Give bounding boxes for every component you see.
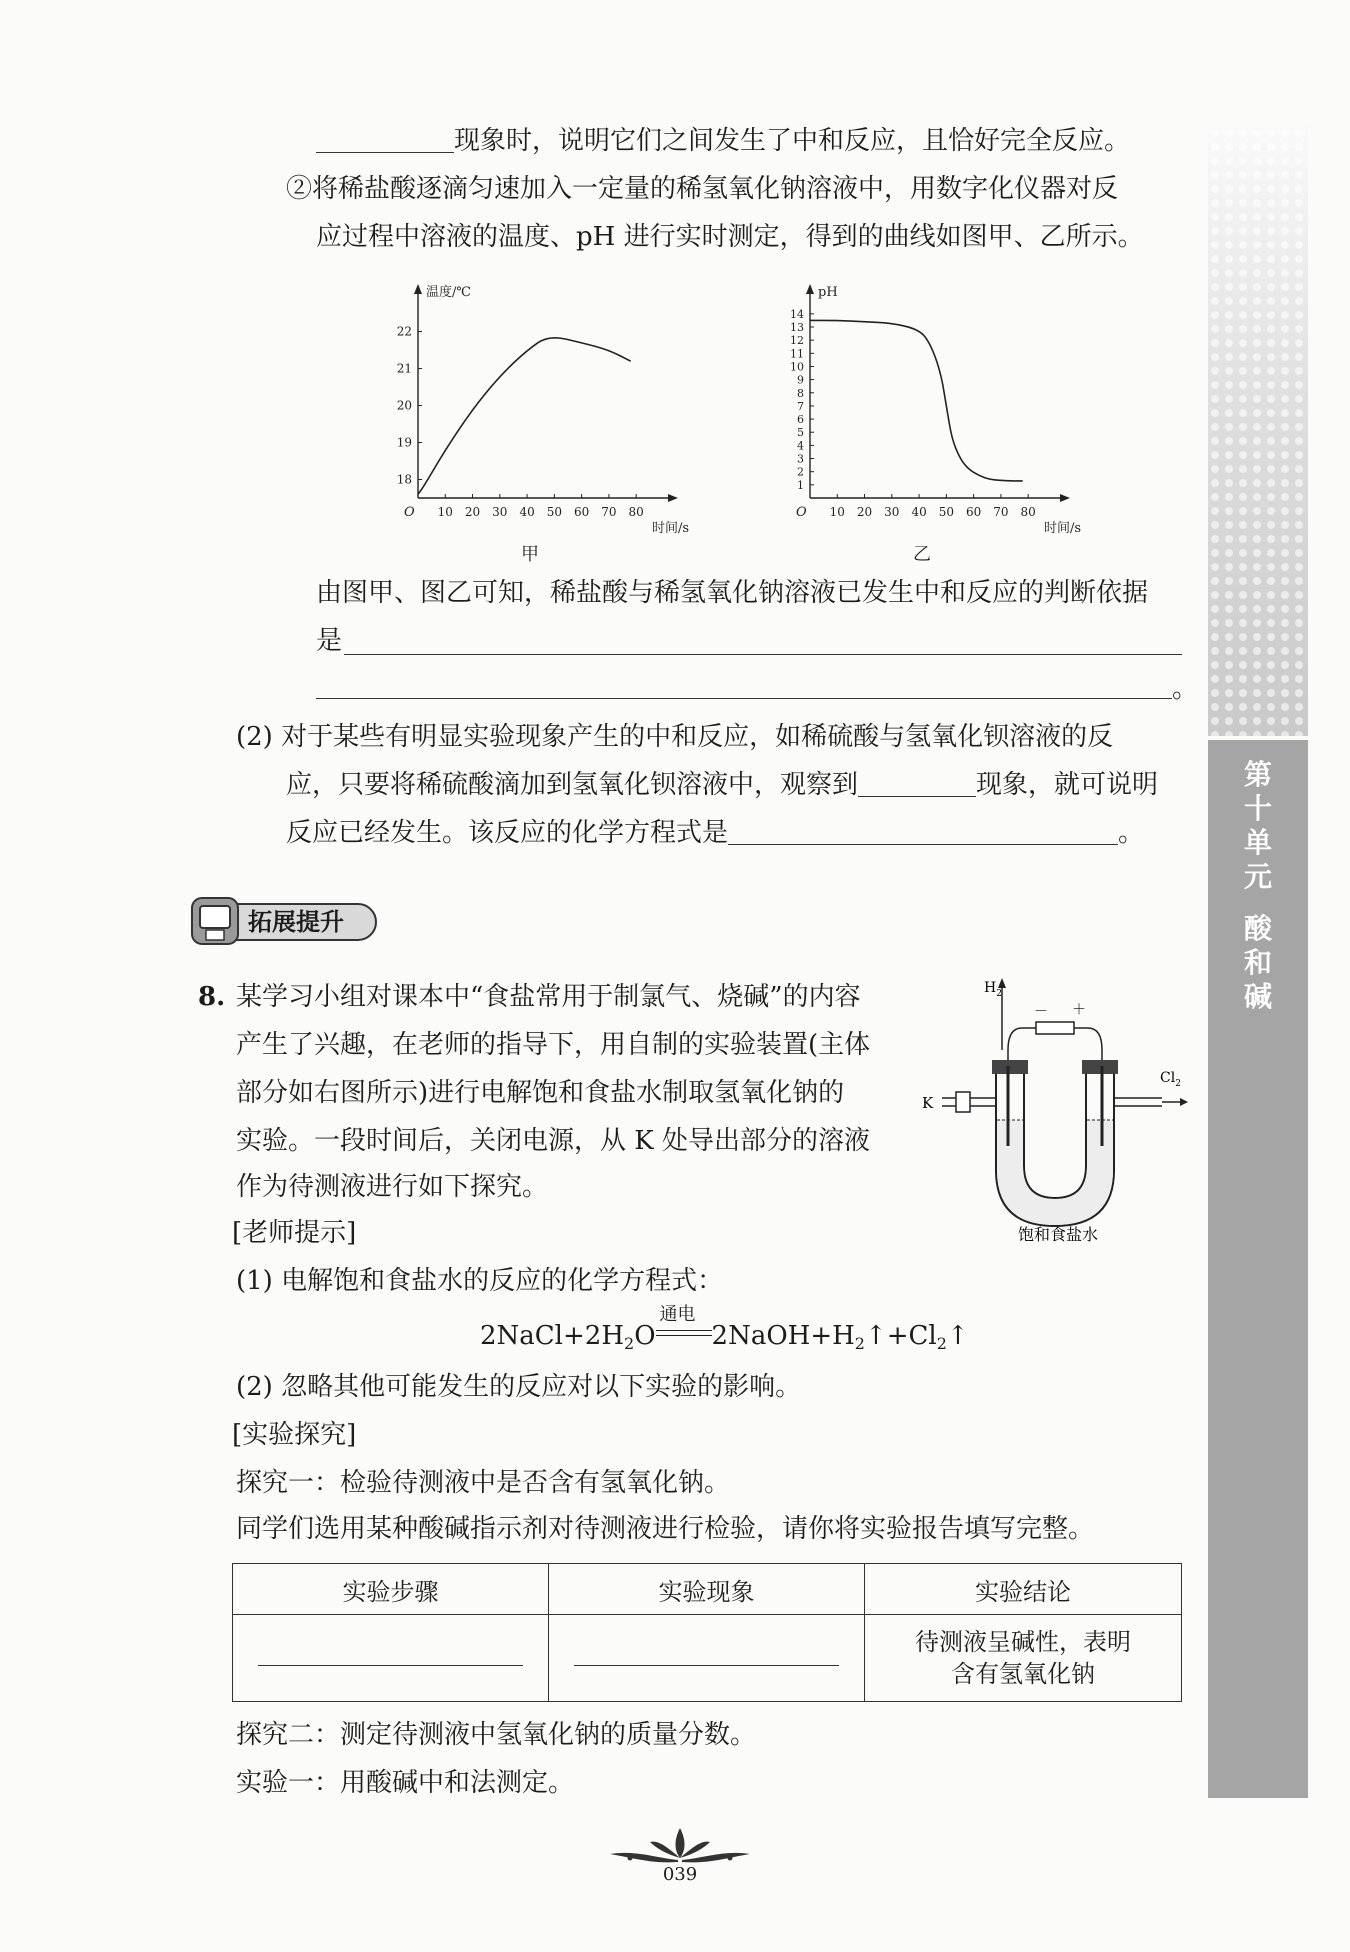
x-tick-label: 70 [993,505,1009,519]
x-tick-label: 10 [829,505,845,519]
end-mark: 。 [1172,674,1199,704]
eq-part: O [634,1321,656,1351]
x-tick-label: 70 [601,505,617,519]
experiment1: 实验一：用酸碱中和法测定。 [236,1768,575,1798]
x-tick-label: 30 [492,505,508,519]
y-tick-label: 20 [396,398,412,413]
chart-ticks [397,325,644,519]
experiment-report-table [232,1563,1182,1702]
eq-sub: 2 [624,1334,635,1353]
hint-title: [老师提示] [232,1218,357,1248]
x-tick-label: 30 [884,505,900,519]
y-tick-label: 10 [790,360,804,374]
chart-caption: 乙 [913,544,931,565]
eq-part: 2NaOH+H [711,1321,855,1351]
y-tick-label: 7 [797,399,804,413]
eq-line [656,1335,712,1336]
hint1: (1) 电解饱和食盐水的反应的化学方程式： [236,1266,724,1296]
x-tick-label: 20 [856,505,873,519]
badge-label: 拓展提升 [248,908,344,936]
explore2: 探究二：测定待测液中氢氧化钠的质量分数。 [236,1720,757,1750]
y-tick-label: 21 [396,361,412,376]
answer-line[interactable] [344,654,1182,655]
experiment-desc-line2: 应过程中溶液的温度、pH 进行实时测定，得到的曲线如图甲、乙所示。 [316,222,1144,252]
ph-chart [782,280,1112,565]
unit-title: 酸 和 碱 [1243,912,1272,1013]
hint2: (2) 忽略其他可能发生的反应对以下实验的影响。 [236,1372,802,1402]
y-tick-label: 3 [797,452,804,466]
section-badge [186,896,382,948]
conclusion-text: 待测液呈碱性，表明 [915,1628,1132,1656]
condition-text: 通电 [659,1304,696,1325]
electrolysis-apparatus [912,970,1192,1260]
y-axis-label: pH [818,285,838,300]
origin-label: O [796,505,807,520]
chart-axes [404,284,689,536]
end-mark: 。 [1118,818,1145,848]
x-axis-arrow [668,494,678,502]
x-tick-label: 10 [437,505,453,519]
eq-line [656,1330,712,1331]
x-axis-label: 时间/s [652,521,690,536]
judgement-line2-prefix: 是 [316,626,343,656]
y-tick-label: 19 [396,435,412,450]
explore1-desc: 同学们选用某种酸碱指示剂对待测液进行检验，请你将实验报告填写完整。 [236,1514,1095,1544]
y-tick-label: 9 [797,373,804,387]
judgement-line1: 由图甲、图乙可知，稀盐酸与稀氢氧化钠溶液已发生中和反应的判断依据 [316,578,1149,608]
q8-line: 某学习小组对课本中“食盐常用于制氯气、烧碱”的内容 [236,982,861,1012]
y-tick-label: 14 [790,307,804,321]
apparatus-caption: 饱和食盐水 [1018,1225,1099,1244]
answer-blank[interactable] [258,1645,523,1666]
conclusion-cell [865,1615,1182,1702]
unit-side-tab [1208,740,1308,1798]
y-tick-label: 18 [396,472,412,487]
y-tick-label: 13 [790,320,804,334]
x-tick-label: 80 [628,505,644,519]
y-tick-label: 11 [790,347,804,361]
chart-series [418,338,631,565]
k-clamp [956,1092,970,1112]
q2-line3 [286,814,1144,852]
col-header: 实验现象 [549,1564,865,1615]
x-tick-label: 80 [1020,505,1036,519]
explore1: 探究一：检验待测液中是否含有氢氧化钠。 [236,1468,731,1498]
answer-blank[interactable] [574,1645,839,1666]
x-tick-label: 50 [546,505,563,519]
origin-label: O [404,505,415,520]
x-axis-label: 时间/s [1044,521,1082,536]
chart-axes [796,284,1081,536]
answer-blank[interactable] [316,124,454,153]
explore-title: [实验探究] [232,1420,357,1450]
chart-ticks [790,308,1036,519]
table-row [233,1615,1182,1702]
step-cell [233,1615,549,1702]
y-tick-label: 12 [790,334,804,348]
x-tick-label: 60 [965,505,982,519]
table-header-row [233,1564,1182,1615]
col-header: 实验步骤 [233,1564,549,1615]
x-axis-arrow [1060,494,1070,502]
unit-label: 第 十 单 元 [1243,758,1272,893]
cl2-label: $Cl_2$ [1160,1070,1181,1089]
phenomenon-cell [549,1615,865,1702]
plus-label: ＋ [1072,1002,1086,1018]
chemical-equation [480,1304,969,1363]
x-tick-label: 20 [464,505,481,519]
x-tick-label: 40 [911,505,927,519]
eq-part: ↑ [946,1321,969,1351]
temperature-chart [390,280,720,565]
eq-part: ↑+Cl [864,1321,937,1351]
answer-blank[interactable] [858,768,976,797]
page-number: 039 [662,1864,698,1885]
answer-blank[interactable] [728,816,1118,845]
side-decor-strip [1208,126,1308,736]
experiment-desc-line1: ②将稀盐酸逐滴匀速加入一定量的稀氢氧化钠溶液中，用数字化仪器对反 [286,174,1119,204]
answer-line[interactable] [316,698,1172,699]
y-tick-label: 22 [396,324,412,339]
y-tick-label: 4 [797,439,804,453]
q2-text: 反应已经发生。该反应的化学方程式是 [286,818,729,848]
q2-line2 [286,766,1158,804]
stopper [1082,1060,1118,1074]
col-header: 实验结论 [865,1564,1182,1615]
x-tick-label: 40 [519,505,535,519]
q8-line: 作为待测液进行如下探究。 [236,1172,549,1202]
stopper [992,1060,1028,1074]
series-line [418,338,631,495]
h2-label: $H_2$ [984,980,1002,999]
dot-pattern [1208,126,1308,736]
x-tick-label: 50 [938,505,955,519]
q2-text: 现象，就可说明 [976,770,1159,800]
y-tick-label: 1 [797,478,804,492]
chart-caption: 甲 [521,544,539,565]
minus-label: － [1034,1004,1048,1020]
reaction-condition [656,1304,712,1346]
series-line [810,320,1023,481]
y-tick-label: 8 [797,386,804,400]
x-tick-label: 60 [573,505,590,519]
y-tick-label: 2 [797,465,804,479]
y-tick-label: 6 [797,413,804,427]
conclusion-text: 含有氢氧化钠 [951,1660,1096,1688]
eq-sub: 2 [854,1334,865,1353]
k-label: K [922,1094,934,1112]
q8-line: 部分如右图所示)进行电解饱和食盐水制取氢氧化钠的 [236,1078,845,1108]
q2-line1: (2) 对于某些有明显实验现象产生的中和反应，如稀硫酸与氢氧化钡溶液的反 [236,722,1114,752]
phenomenon-line [316,122,1130,160]
y-axis-label: 温度/℃ [426,285,471,300]
y-axis-arrow [806,284,814,294]
chart-series [810,320,1023,565]
question-number: 8. [198,982,226,1012]
q8-line: 产生了兴趣，在老师的指导下，用自制的实验装置(主体 [236,1030,871,1060]
q2-text: 应，只要将稀硫酸滴加到氢氧化钡溶液中，观察到 [286,770,859,800]
y-axis-arrow [414,284,422,294]
q8-line: 实验。一段时间后，关闭电源，从 K 处导出部分的溶液 [236,1126,870,1156]
line-text: 现象时，说明它们之间发生了中和反应，且恰好完全反应。 [454,126,1131,156]
y-tick-label: 5 [797,426,804,440]
eq-part: 2NaCl+2H [480,1321,625,1351]
eq-sub: 2 [936,1334,947,1353]
